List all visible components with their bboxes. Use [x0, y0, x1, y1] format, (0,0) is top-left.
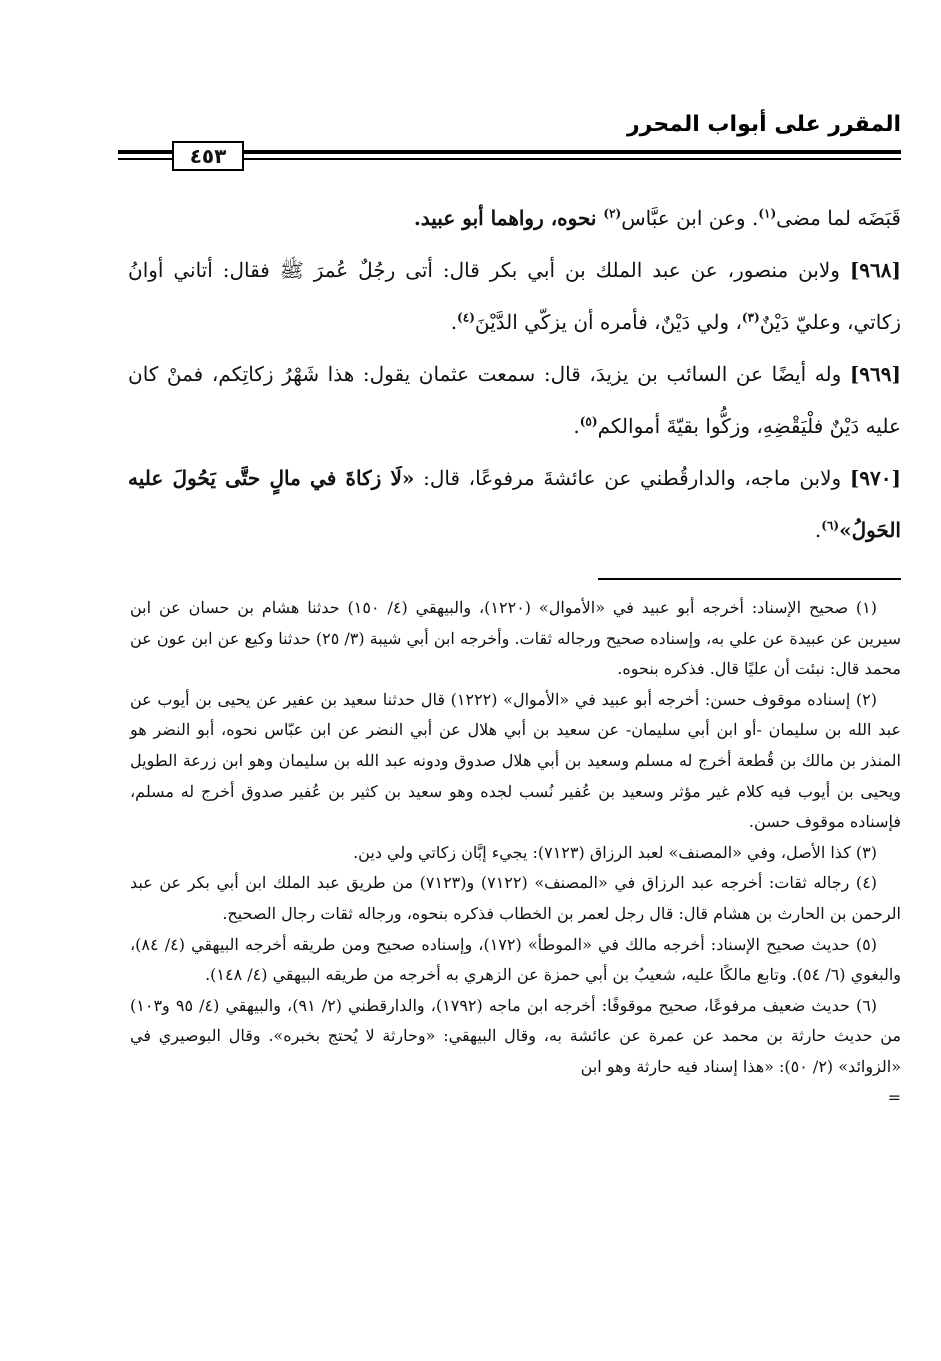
text-span: ، ولي دَيْنٌ، فأمره أن يزكّي الدَّيْنَ: [474, 310, 742, 334]
footnotes: [130, 593, 901, 1113]
page-number: ٤٥٣: [172, 141, 244, 171]
hadith-number: [٩٦٨]: [849, 258, 901, 282]
footnote-4: (٤) رجاله ثقات: أخرجه عبد الرزاق في «المصنف» (٧١٢٢) و(٧١٢٣) من طريق عبد الملك ابن أبي بكر عن عبد الرحمن بن الحارث بن هشام قال: قال رجل لعمر بن الخطاب فذكره بنحوه، ورجاله ثقات رجال الصحيح.: [130, 873, 901, 923]
footnote-ref: (٥): [579, 414, 598, 429]
footnote-3: (٣) كذا الأصل، وفي «المصنف» لعبد الرزاق (٧١٢٣): يجيء إبَّان زكاتي ولي دين.: [353, 842, 877, 862]
footnote-ref: (٦): [821, 518, 840, 533]
paragraph-continuation: [128, 192, 901, 244]
text-span: نحوه، رواهما أبو عبيد.: [413, 206, 604, 230]
text-span: .: [450, 310, 458, 334]
text-span: وله أيضًا عن السائب بن يزيدَ، قال: سمعت عثمان يقول: هذا شَهْرُ زكاتِكم، فمنْ كان عليه دَيْنٌ فلْيَقْضِهِ، وزكُّوا بقيّةَ أموالكم: [128, 362, 901, 438]
footnote-6: (٦) حديث ضعيف مرفوعًا، صحيح موقوفًا: أخرجه ابن ماجه (١٧٩٢)، والدارقطني (٢/ ٩١)، والبيهقي (٤/ ٩٥ و١٠٣) من حديث حارثة بن محمد عن عمرة عن عائشة به، وقال البيهقي: «وحارثة لا يُحتج بخبره». وقال البوصيري في «الزوائد» (٢/ ٥٠): «هذا إسناد فيه حارثة وهو ابن: [130, 995, 901, 1076]
hadith-970: [128, 452, 901, 556]
footnote-5: (٥) حديث صحيح الإسناد: أخرجه مالك في «الموطأ» (١٧٢)، وإسناده صحيح ومن طريقه أخرجه البيهقي (٤/ ٨٤)، والبغوي (٦/ ٥٤). وتابع مالكًا عليه، شعيبُ بن أبي حمزة عن الزهري به أخرجه من طريقه البيهقي (٤/ ١٤٨).: [130, 934, 901, 985]
text-span: .: [814, 518, 822, 542]
footnote-2: (٢) إسناده موقوف حسن: أخرجه أبو عبيد في «الأموال» (١٢٢٢) قال حدثنا سعيد بن عفير عن يحيى بن أيوب عن عبد الله بن سليمان -أو ابن أبي سليمان- عن سعيد بن أبي هلال عن أبي النضر عن ابن عبّاس نحوه، أبو النضر هو المنذر بن مالك بن قُطعة أخرج له مسلم وسعيد بن أبي هلال صدوق ودونه عبد الله بن سليمان وهو ابن زرعة الطويل ويحيى بن أيوب فيه كلام غير مؤثر وسعيد بن عُفير نُسب لجده وهو سعيد بن كثير بن عُفير صدوق أخرج له مسلم، فإسناده موقوف حسن.: [130, 689, 902, 832]
footnote-ref: (٢): [603, 206, 622, 221]
hadith-number: [٩٦٩]: [849, 362, 901, 386]
footnote-separator: [598, 578, 901, 580]
text-span: .: [573, 414, 580, 438]
main-text: [128, 192, 901, 556]
running-title: المقرر على أبواب المحرر: [627, 112, 901, 137]
footnote-ref: (٤): [457, 310, 475, 325]
footnote-1: (١) صحيح الإسناد: أخرجه أبو عبيد في «الأموال» (١٢٢٠)، والبيهقي (٤/ ١٥٠) حدثنا هشام بن حسان عن ابن سيرين عن عبيدة عن علي به، وإسناده صحيح ورجاله ثقات. وأخرجه ابن أبي شيبة (٣/ ٢٥) حدثنا وكيع عن ابن عون عن محمد قال: نبئت أن عليًا قال. فذكره بنحوه.: [130, 598, 901, 679]
text-span: ولابن منصور، عن عبد الملك بن أبي بكر قال: أتى رجُلٌ عُمرَ ﷺ فقال: أتاني أوانُ زكاتي، وعليّ دَيْنٌ: [128, 258, 901, 334]
footnote-ref: (١): [758, 206, 777, 221]
text-span: . وعن ابن عبَّاس: [621, 206, 759, 230]
hadith-number: [٩٧٠]: [849, 466, 901, 490]
hadith-969: [128, 348, 901, 452]
hadith-968: [128, 244, 901, 348]
hadith-quote: «لَا زكاةَ في مالٍ حتَّى يَحُولَ عليه الحَولُ»: [128, 466, 901, 542]
text-span: ولابن ماجه، والدارقُطني عن عائشةَ مرفوعًا، قال:: [414, 466, 850, 490]
text-span: قَبَضَه لما مضى: [776, 206, 901, 230]
footnote-ref: (٣): [741, 310, 760, 325]
footnote-continuation-mark: =: [887, 1087, 901, 1107]
